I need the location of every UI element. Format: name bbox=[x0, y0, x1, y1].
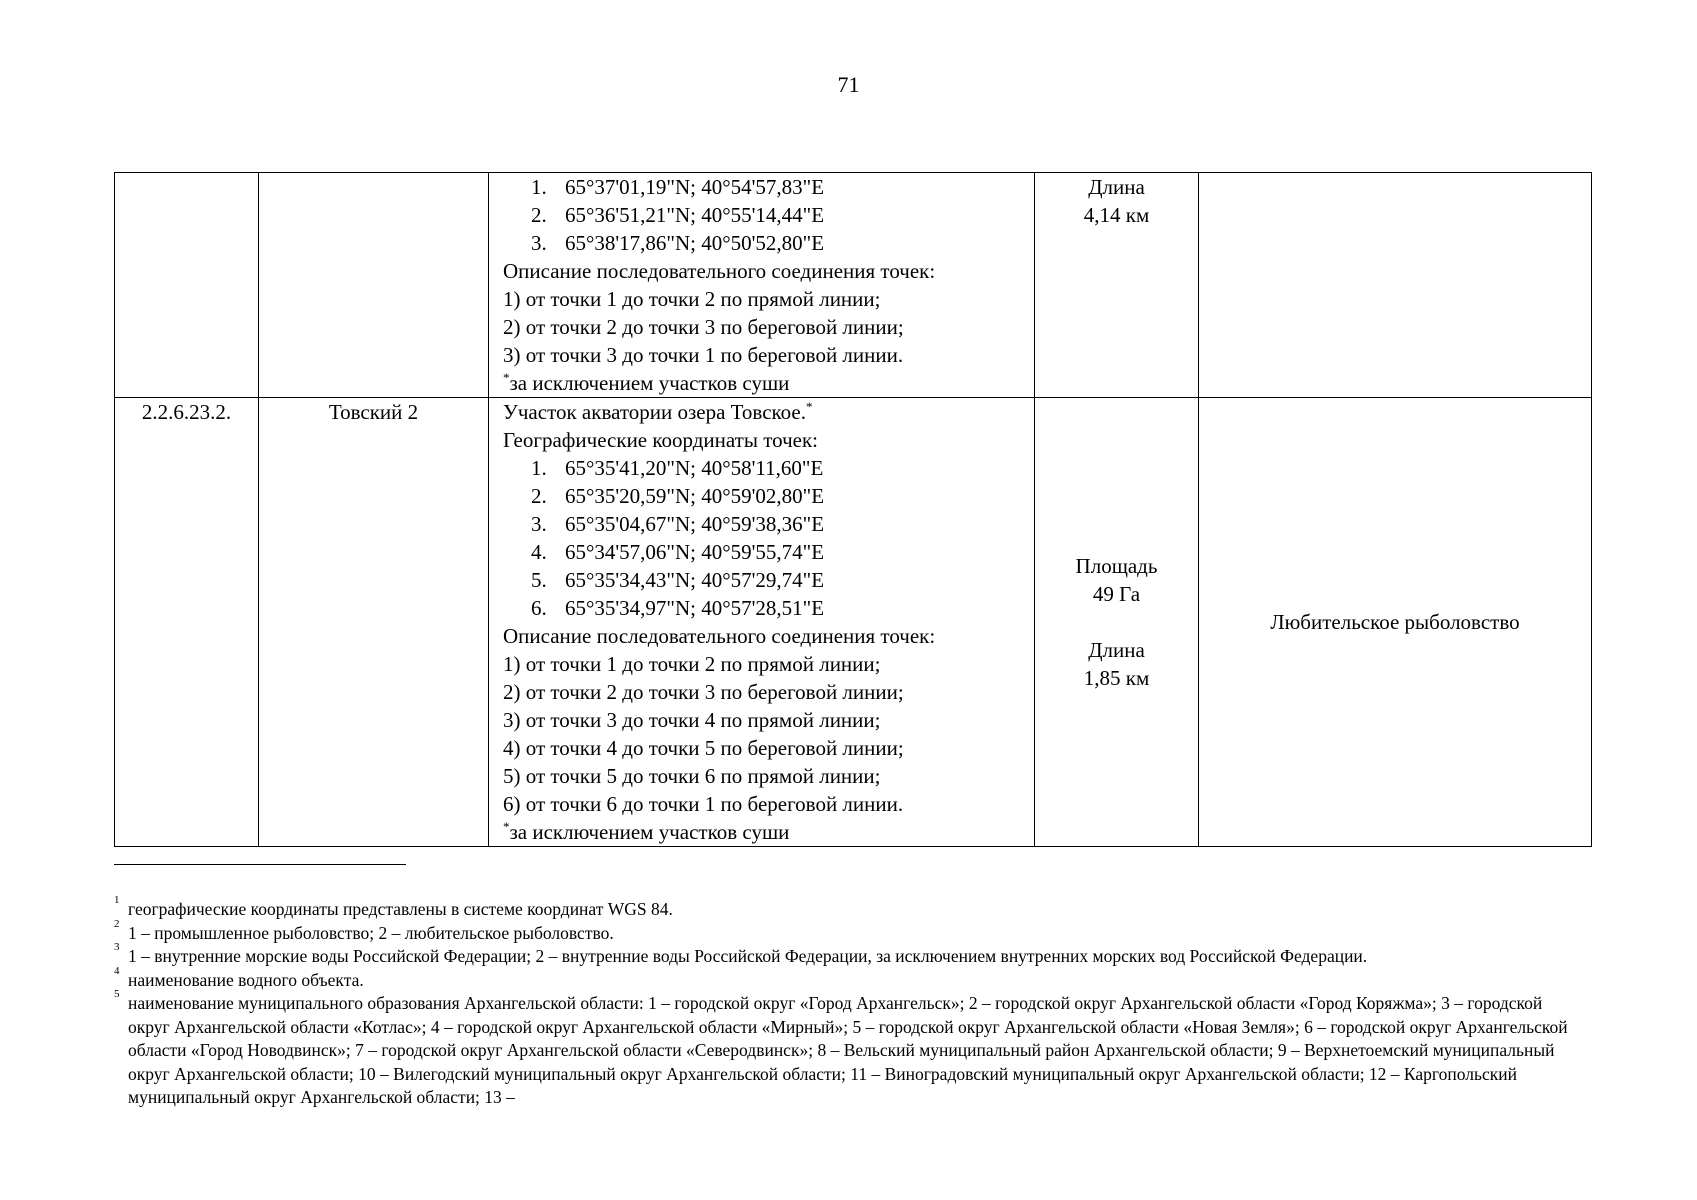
coordinate-item: 6. 65°35'34,97"N; 40°57'28,51"E bbox=[531, 596, 825, 620]
footnote-text: наименование водного объекта. bbox=[128, 969, 364, 990]
connection-item: 6) от точки 6 до точки 1 по береговой линии. bbox=[503, 792, 904, 816]
connection-heading: Описание последовательного соединения точек: bbox=[503, 624, 936, 648]
area-label: Площадь bbox=[1075, 554, 1158, 578]
area-intro: Участок акватории озера Товское.* bbox=[503, 399, 813, 424]
fishing-type-cell bbox=[1199, 173, 1592, 398]
coordinate-item: 3. 65°35'04,67"N; 40°59'38,36"E bbox=[531, 512, 825, 536]
connection-item: 1) от точки 1 до точки 2 по прямой линии; bbox=[503, 287, 881, 311]
fishing-areas-table bbox=[114, 172, 1592, 847]
footnote-mark: 5 bbox=[114, 988, 120, 1000]
footnote-text: 1 – промышленное рыболовство; 2 – любительское рыболовство. bbox=[128, 922, 614, 943]
footnote-item bbox=[114, 941, 1584, 969]
footnote-text: наименование муниципального образования Архангельской области: 1 – городской округ «Город Архангельск»; 2 – городской округ Архангельской области «Город Коряжма»; 3 – городской округ Архангельской области «Котлас»; 4 – городской округ Архангельской области «Мирный»; 5 – городской округ Архангельской области «Новая Земля»; 6 – городской округ Архангельской области «Город Новодвинск»; 7 – городской округ Архангельской области «Северодвинск»; 8 – Вельский муниципальный район Архангельской области; 9 – Верхнетоемский муниципальный округ Архангельской области; 10 – Вилегодский муниципальный округ Архангельской области; 11 – Виноградовский муниципальный округ Архангельской области; 12 – Каргопольский муниципальный округ Архангельской области; 13 – bbox=[128, 993, 1568, 1107]
coordinate-item: 5. 65°35'34,43"N; 40°57'29,74"E bbox=[531, 568, 825, 592]
coordinate-item: 2. 65°36'51,21"N; 40°55'14,44"E bbox=[531, 203, 825, 227]
connection-item: 2) от точки 2 до точки 3 по береговой линии; bbox=[503, 680, 904, 704]
page-number: 71 bbox=[837, 72, 860, 97]
connection-heading: Описание последовательного соединения точек: bbox=[503, 259, 936, 283]
footnote-mark: 2 bbox=[114, 917, 120, 930]
table-row bbox=[115, 398, 1592, 847]
area-size-cell bbox=[1035, 173, 1199, 398]
footnote-text: 1 – внутренние морские воды Российской Федерации; 2 – внутренние воды Российской Федерации, за исключением внутренних морских вод Российской Федерации. bbox=[128, 946, 1368, 966]
area-description-cell bbox=[489, 398, 1035, 847]
connection-item: 3) от точки 3 до точки 1 по береговой линии. bbox=[503, 343, 904, 367]
coordinate-item: 4. 65°34'57,06"N; 40°59'55,74"E bbox=[531, 540, 825, 564]
coordinate-item: 3. 65°38'17,86"N; 40°50'52,80"E bbox=[531, 231, 825, 255]
area-description-cell bbox=[489, 173, 1035, 398]
footnote-item bbox=[114, 917, 1584, 946]
size-spacer bbox=[1041, 608, 1192, 636]
footnote-mark: 3 bbox=[114, 941, 120, 953]
length-value: 1,85 км bbox=[1083, 666, 1150, 690]
connection-item: 5) от точки 5 до точки 6 по прямой линии; bbox=[503, 764, 881, 788]
area-value: 49 Га bbox=[1092, 582, 1141, 606]
footnote-text: географические координаты представлены в системе координат WGS 84. bbox=[128, 899, 673, 919]
area-name-cell bbox=[259, 173, 489, 398]
coordinate-item: 2. 65°35'20,59"N; 40°59'02,80"E bbox=[531, 484, 825, 508]
footnote-item bbox=[114, 964, 1584, 993]
footnote-mark: 1 bbox=[114, 894, 120, 906]
coordinates-heading: Географические координаты точек: bbox=[503, 428, 818, 452]
row-number-cell bbox=[115, 173, 259, 398]
area-size-cell bbox=[1035, 398, 1199, 847]
coordinate-item: 1. 65°35'41,20"N; 40°58'11,60"E bbox=[531, 456, 824, 480]
coordinate-item: 1. 65°37'01,19"N; 40°54'57,83"E bbox=[531, 175, 825, 199]
footnote-mark: 4 bbox=[114, 964, 120, 977]
area-name-cell: Товский 2 bbox=[259, 398, 489, 847]
length-label: Длина bbox=[1088, 638, 1145, 662]
footnote-item bbox=[114, 988, 1584, 1110]
connection-item: 3) от точки 3 до точки 4 по прямой линии; bbox=[503, 708, 881, 732]
exclusion-note: *за исключением участков суши bbox=[503, 819, 790, 844]
footnote-separator bbox=[114, 864, 406, 865]
fishing-type-cell: Любительское рыболовство bbox=[1199, 398, 1592, 847]
row-number-cell: 2.2.6.23.2. bbox=[115, 398, 259, 847]
footnote-item bbox=[114, 894, 1584, 922]
length-value: 4,14 км bbox=[1083, 203, 1150, 227]
connection-item: 4) от точки 4 до точки 5 по береговой линии; bbox=[503, 736, 904, 760]
connection-item: 1) от точки 1 до точки 2 по прямой линии; bbox=[503, 652, 881, 676]
connection-item: 2) от точки 2 до точки 3 по береговой линии; bbox=[503, 315, 904, 339]
footnotes bbox=[114, 894, 1584, 1110]
length-label: Длина bbox=[1088, 175, 1145, 199]
table-row bbox=[115, 173, 1592, 398]
exclusion-note: *за исключением участков суши bbox=[503, 370, 790, 395]
